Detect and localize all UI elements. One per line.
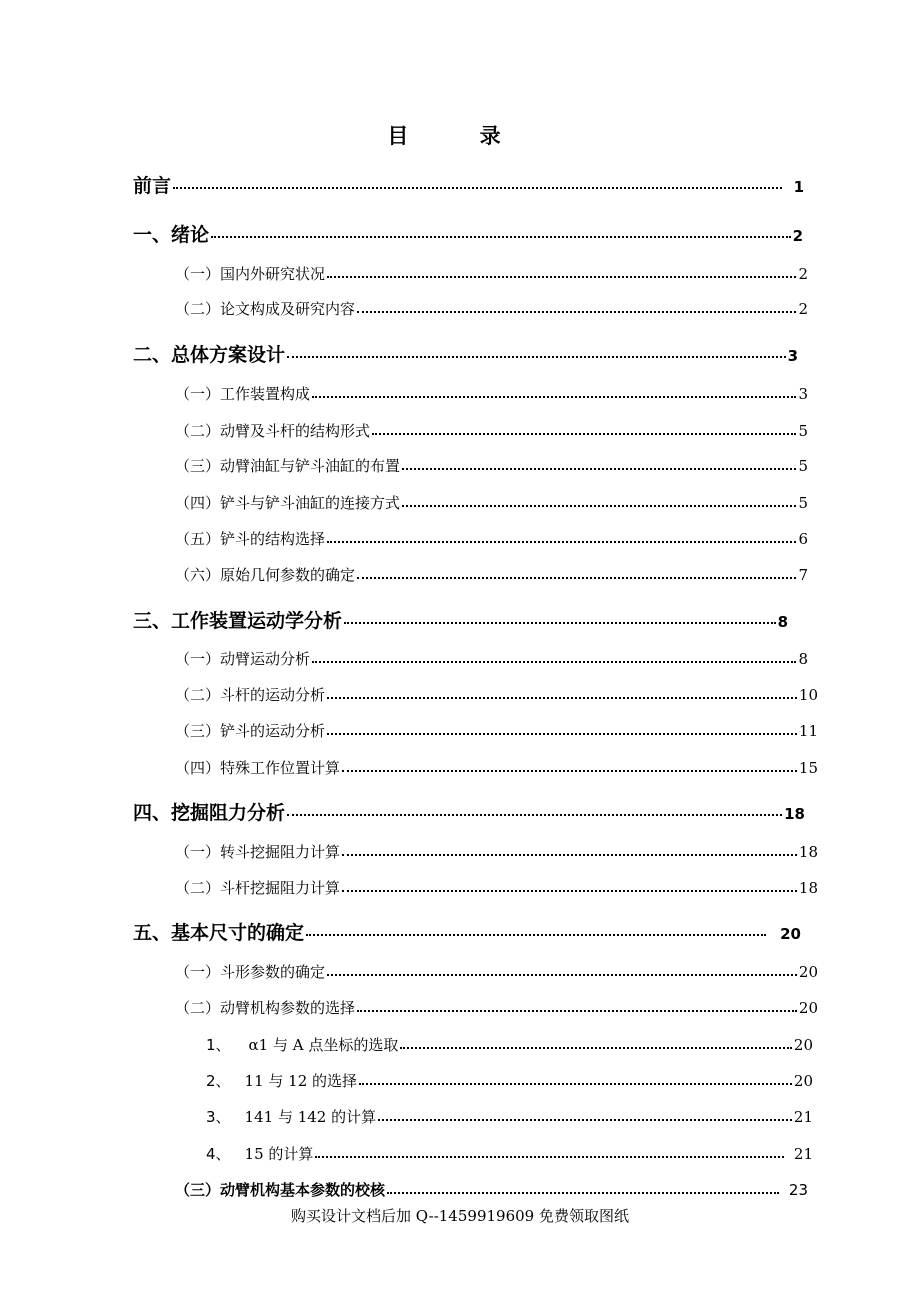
toc-entry-label: （二）动臂及斗杆的结构形式	[175, 422, 371, 440]
toc-entry-5-2-4[interactable]	[206, 1143, 813, 1164]
toc-entry-1-1[interactable]	[175, 263, 808, 284]
toc-entry-label: （一）动臂运动分析	[175, 650, 311, 668]
toc-entry-5-1[interactable]	[175, 961, 818, 982]
toc-page-number: 20	[780, 925, 801, 943]
toc-page-number: 18	[784, 805, 805, 823]
toc-entry-2-2[interactable]	[175, 420, 808, 441]
toc-entry-label: （一）转斗挖掘阻力计算	[175, 843, 341, 861]
toc-entry-number: 4、	[206, 1145, 231, 1163]
toc-entry-4-1[interactable]	[175, 841, 818, 862]
toc-page-number: 20	[798, 999, 818, 1017]
toc-entry-label: 一、绪论	[133, 224, 210, 246]
toc-entry-label: （二）斗杆挖掘阻力计算	[175, 879, 341, 897]
toc-page-number: 21	[793, 1145, 813, 1163]
toc-entry-2-3[interactable]	[175, 455, 808, 476]
dot-leader	[312, 661, 796, 663]
toc-entry-2-6[interactable]	[175, 564, 808, 585]
dot-leader	[211, 236, 791, 238]
toc-entry-5-2-3[interactable]	[206, 1106, 813, 1127]
dot-leader	[357, 311, 796, 313]
toc-entry-label: （四）特殊工作位置计算	[175, 759, 341, 777]
toc-page-number: 6	[798, 530, 808, 548]
toc-entry-chapter-4[interactable]	[133, 798, 805, 825]
dot-leader	[342, 770, 797, 772]
toc-entry-label: （四）铲斗与铲斗油缸的连接方式	[175, 494, 401, 512]
toc-entry-3-4[interactable]	[175, 757, 818, 778]
toc-page-number: 7	[798, 566, 808, 584]
toc-entry-chapter-5[interactable]	[133, 918, 801, 945]
dot-leader	[327, 733, 797, 735]
toc-entry-label: （一）斗形参数的确定	[175, 963, 326, 981]
toc-entry-label: 五、基本尺寸的确定	[133, 922, 305, 944]
dot-leader	[306, 934, 766, 936]
toc-page-number: 5	[798, 457, 808, 475]
toc-entry-label: （一）国内外研究状况	[175, 265, 326, 283]
toc-entry-5-3[interactable]	[175, 1179, 808, 1200]
toc-page-number: 20	[793, 1072, 813, 1090]
toc-page-number: 23	[788, 1181, 808, 1199]
toc-page-number: 10	[798, 686, 818, 704]
dot-leader	[173, 187, 782, 189]
dot-leader	[378, 1119, 792, 1121]
toc-entry-label: （五）铲斗的结构选择	[175, 530, 326, 548]
toc-entry-label: α1 与 A 点坐标的选取	[248, 1036, 399, 1054]
dot-leader	[315, 1156, 784, 1158]
toc-page-number: 21	[793, 1108, 813, 1126]
toc-entry-chapter-1[interactable]	[133, 220, 803, 247]
dot-leader	[357, 577, 796, 579]
dot-leader	[327, 276, 796, 278]
toc-page-number: 8	[777, 613, 788, 631]
toc-page-number: 11	[798, 722, 818, 740]
toc-entry-preface[interactable]	[133, 171, 804, 198]
toc-entry-5-2-2[interactable]	[206, 1070, 813, 1091]
toc-entry-2-5[interactable]	[175, 528, 808, 549]
dot-leader	[357, 1010, 797, 1012]
toc-page-number: 2	[798, 300, 808, 318]
toc-page-number: 3	[798, 385, 808, 403]
dot-leader	[287, 814, 782, 816]
toc-page-number: 18	[798, 843, 818, 861]
toc-entry-number: 2、	[206, 1072, 231, 1090]
toc-page-number: 2	[792, 227, 803, 245]
toc-entry-label: （六）原始几何参数的确定	[175, 566, 356, 584]
dot-leader	[400, 1047, 792, 1049]
toc-entry-label: 四、挖掘阻力分析	[133, 802, 286, 824]
toc-entry-label: 15 的计算	[244, 1145, 314, 1163]
toc-page-number: 18	[798, 879, 818, 897]
toc-entry-5-2-1[interactable]	[206, 1034, 813, 1055]
dot-leader	[387, 1192, 779, 1194]
toc-entry-5-2[interactable]	[175, 997, 818, 1018]
toc-entry-label: （三）动臂油缸与铲斗油缸的布置	[175, 457, 401, 475]
toc-page-number: 8	[798, 650, 808, 668]
toc-entry-4-2[interactable]	[175, 877, 818, 898]
toc-entry-label: 三、工作装置运动学分析	[133, 610, 343, 632]
toc-entry-number: 1、	[206, 1036, 231, 1054]
toc-entry-label: （二）动臂机构参数的选择	[175, 999, 356, 1017]
toc-page-number: 5	[798, 494, 808, 512]
toc-entry-label: 141 与 142 的计算	[244, 1108, 377, 1126]
dot-leader	[359, 1083, 792, 1085]
footer-note: 购买设计文档后加 Q--1459919609 免费领取图纸	[291, 1207, 629, 1225]
dot-leader	[402, 505, 796, 507]
toc-page-number: 2	[798, 265, 808, 283]
toc-page-number: 1	[793, 178, 804, 196]
dot-leader	[342, 854, 797, 856]
toc-entry-label: （一）工作装置构成	[175, 385, 311, 403]
toc-entry-label: （二）论文构成及研究内容	[175, 300, 356, 318]
toc-entry-label: （三）铲斗的运动分析	[175, 722, 326, 740]
dot-leader	[344, 622, 776, 624]
toc-entry-2-4[interactable]	[175, 492, 808, 513]
dot-leader	[372, 433, 796, 435]
toc-page-number: 15	[798, 759, 818, 777]
toc-entry-label: 前言	[133, 175, 172, 197]
toc-entry-3-2[interactable]	[175, 684, 818, 705]
toc-entry-3-1[interactable]	[175, 648, 808, 669]
toc-entry-number: 3、	[206, 1108, 231, 1126]
toc-page-number: 5	[798, 422, 808, 440]
toc-entry-2-1[interactable]	[175, 383, 808, 404]
toc-entry-chapter-2[interactable]	[133, 340, 798, 367]
toc-page-number: 3	[787, 347, 798, 365]
toc-entry-3-3[interactable]	[175, 720, 818, 741]
toc-entry-label: 二、总体方案设计	[133, 344, 286, 366]
toc-page-number: 20	[793, 1036, 813, 1054]
toc-entry-chapter-3[interactable]	[133, 606, 788, 633]
toc-page-number: 20	[798, 963, 818, 981]
dot-leader	[342, 890, 797, 892]
dot-leader	[287, 356, 786, 358]
toc-entry-label: （二）斗杆的运动分析	[175, 686, 326, 704]
toc-entry-1-2[interactable]	[175, 298, 808, 319]
dot-leader	[327, 697, 797, 699]
dot-leader	[327, 541, 796, 543]
toc-entry-label: 11 与 12 的选择	[244, 1072, 358, 1090]
dot-leader	[312, 396, 796, 398]
toc-title: 目 录	[387, 124, 533, 148]
dot-leader	[402, 468, 796, 470]
toc-entry-label: （三）动臂机构基本参数的校核	[175, 1181, 386, 1199]
dot-leader	[327, 974, 797, 976]
